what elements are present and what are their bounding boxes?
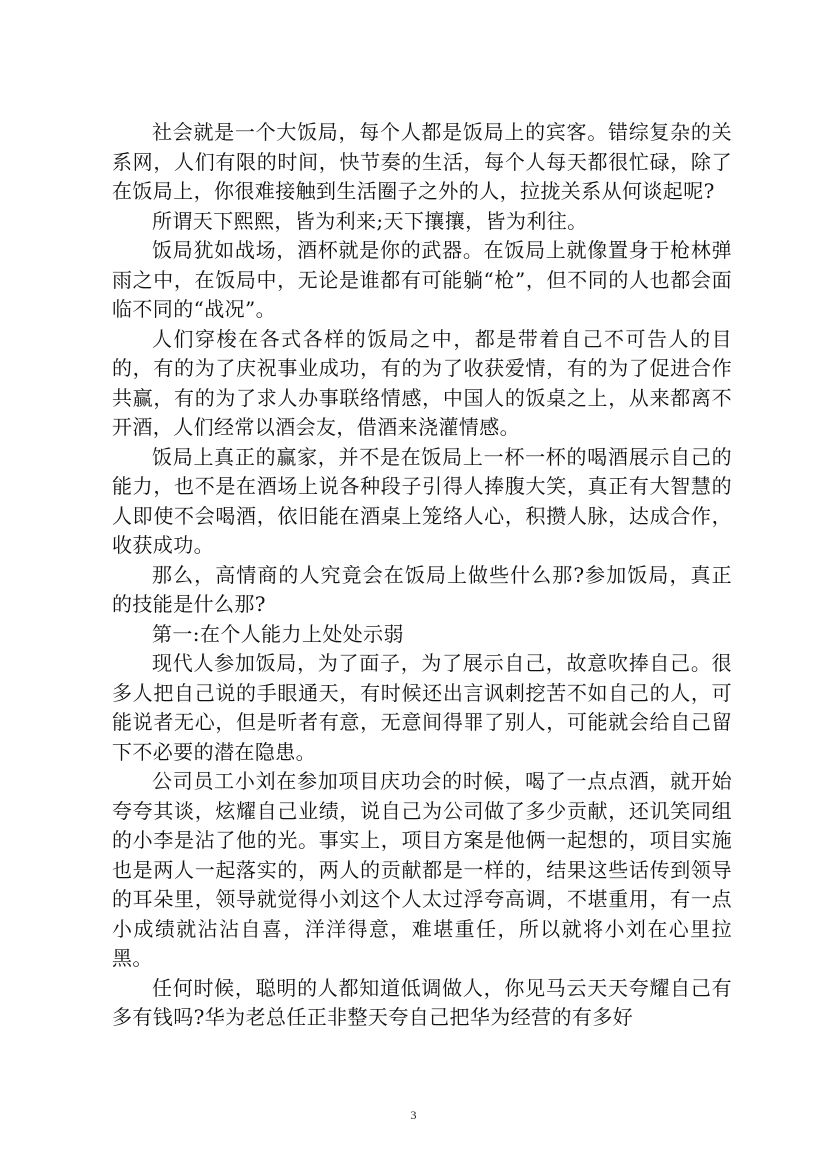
paragraph: 人们穿梭在各式各样的饭局之中，都是带着自己不可告人的目的，有的为了庆祝事业成功，有的为了收获爱情，有的为了促进合作共赢，有的为了求人办事联络情感，中国人的饭桌之上，从来都离不开酒，人们经常以酒会友，借酒来浇灌情感。 — [112, 326, 732, 439]
paragraph: 饭局犹如战场，酒杯就是你的武器。在饭局上就像置身于枪林弹雨之中，在饭局中，无论是谁都有可能躺“枪”，但不同的人也都会面临不同的“战况”。 — [112, 238, 732, 321]
paragraph: 饭局上真正的赢家，并不是在饭局上一杯一杯的喝酒展示自己的能力，也不是在酒场上说各种段子引得人捧腹大笑，真正有大智慧的人即使不会喝酒，依旧能在酒桌上笼络人心，积攒人脉，达成合作，收获成功。 — [112, 444, 732, 557]
paragraph: 那么，高情商的人究竟会在饭局上做些什么那?参加饭局，真正的技能是什么那? — [112, 562, 732, 616]
paragraph: 现代人参加饭局，为了面子，为了展示自己，故意吹捧自己。很多人把自己说的手眼通天，有时候还出言讽刺挖苦不如自己的人，可能说者无心，但是听者有意，无意间得罪了别人，可能就会给自己留下不必要的潜在隐患。 — [112, 651, 732, 764]
paragraph: 社会就是一个大饭局，每个人都是饭局上的宾客。错综复杂的关系网，人们有限的时间，快节奏的生活，每个人每天都很忙碌，除了在饭局上，你很难接触到生活圈子之外的人，拉拢关系从何谈起呢? — [112, 120, 732, 203]
paragraph: 公司员工小刘在参加项目庆功会的时候，喝了一点点酒，就开始夸夸其谈，炫耀自己业绩，说自己为公司做了多少贡献，还讥笑同组的小李是沾了他的光。事实上，项目方案是他俩一起想的，项目实施也是两人一起落实的，两人的贡献都是一样的，结果这些话传到领导的耳朵里，领导就觉得小刘这个人太过浮夸高调，不堪重用，有一点小成绩就沾沾自喜，洋洋得意，难堪重任，所以就将小刘在心里拉黑。 — [112, 769, 732, 970]
paragraph: 任何时候，聪明的人都知道低调做人，你见马云天天夸耀自己有多有钱吗?华为老总任正非整天夸自己把华为经营的有多好 — [112, 975, 732, 1029]
body-text — [112, 118, 732, 1033]
section-heading: 第一:在个人能力上处处示弱 — [152, 621, 404, 646]
paragraph: 所谓天下熙熙，皆为利来;天下攘攘，皆为利往。 — [152, 208, 588, 233]
page-number: 3 — [410, 1108, 417, 1122]
